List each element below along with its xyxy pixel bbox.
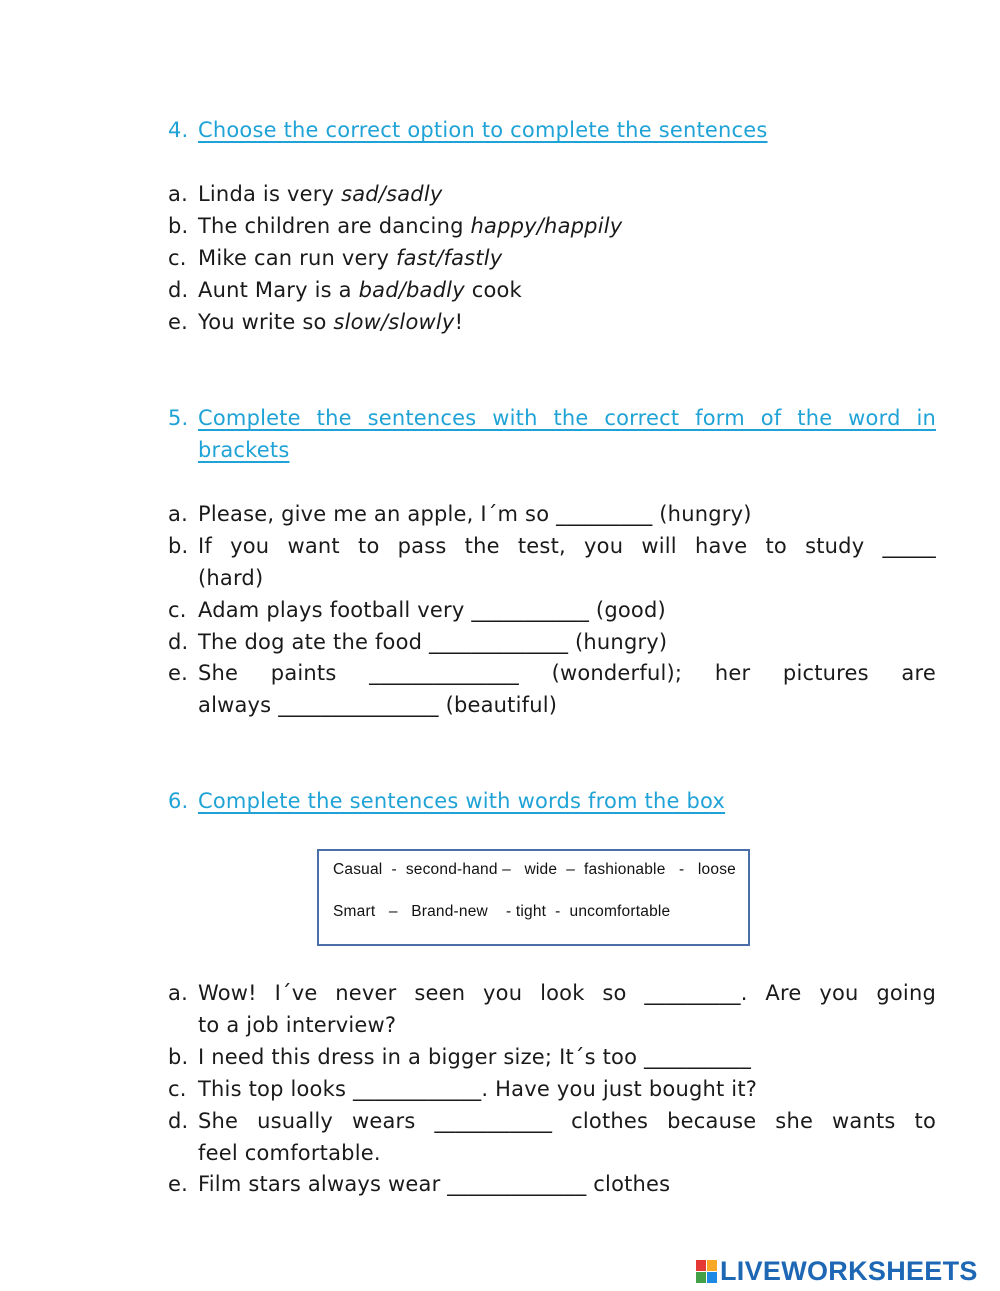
section-5-number: 5. (168, 406, 189, 430)
option-text: fast/fastly (395, 246, 503, 270)
list-item-cont: to a job interview? (198, 1013, 397, 1037)
section-6-title: Complete the sentences with words from the box (198, 789, 726, 813)
list-item: d. She usually wears ___________ clothes because she wants to (168, 1109, 936, 1133)
logo-text: LIVEWORKSHEETS (720, 1255, 978, 1286)
list-item-cont: (hard) (198, 566, 264, 590)
list-item: e. Film stars always wear _____________ clothes (168, 1172, 671, 1196)
section-6-number: 6. (168, 789, 189, 813)
list-item: c. Adam plays football very ___________ (good) (168, 598, 666, 622)
option-text: slow/slowly (333, 310, 455, 334)
list-item-cont: always _______________ (beautiful) (198, 693, 558, 717)
list-item: e. She paints ______________ (wonderful); her pictures are (168, 661, 936, 685)
list-item: a. Linda is very sad/sadly (168, 182, 443, 206)
logo-blocks-icon (696, 1260, 717, 1283)
section-5-title-cont: brackets (198, 438, 290, 462)
option-text: sad/sadly (341, 182, 443, 206)
list-item: d. Aunt Mary is a bad/badly cook (168, 278, 522, 302)
section-5-title: Complete the sentences with the correct form of the word in (198, 406, 936, 430)
section-4-title: Choose the correct option to complete the sentences (198, 118, 768, 142)
word-box (317, 849, 750, 946)
word-box-line-1: Casual - second-hand – wide – fashionable - loose (333, 861, 736, 878)
list-item: a. Please, give me an apple, I´m so _________ (hungry) (168, 502, 752, 526)
liveworksheets-logo (696, 1254, 978, 1288)
list-item: b. If you want to pass the test, you will have to study _____ (168, 534, 936, 558)
section-5-heading (168, 402, 936, 434)
section-6-heading (168, 785, 936, 817)
list-item-cont: feel comfortable. (198, 1141, 381, 1165)
list-item: a. Wow! I´ve never seen you look so _________. Are you going (168, 981, 936, 1005)
word-box-line-2: Smart – Brand-new - tight - uncomfortable (333, 903, 671, 920)
list-item: c. This top looks ____________. Have you just bought it? (168, 1077, 758, 1101)
list-item: c. Mike can run very fast/fastly (168, 246, 503, 270)
section-4-heading (168, 114, 936, 146)
list-item: d. The dog ate the food _____________ (hungry) (168, 630, 668, 654)
section-4-number: 4. (168, 118, 189, 142)
list-item: b. The children are dancing happy/happily (168, 214, 623, 238)
option-text: bad/badly (358, 278, 465, 302)
list-item: e. You write so slow/slowly! (168, 310, 464, 334)
list-item: b. I need this dress in a bigger size; It´s too __________ (168, 1045, 752, 1069)
option-text: happy/happily (470, 214, 623, 238)
